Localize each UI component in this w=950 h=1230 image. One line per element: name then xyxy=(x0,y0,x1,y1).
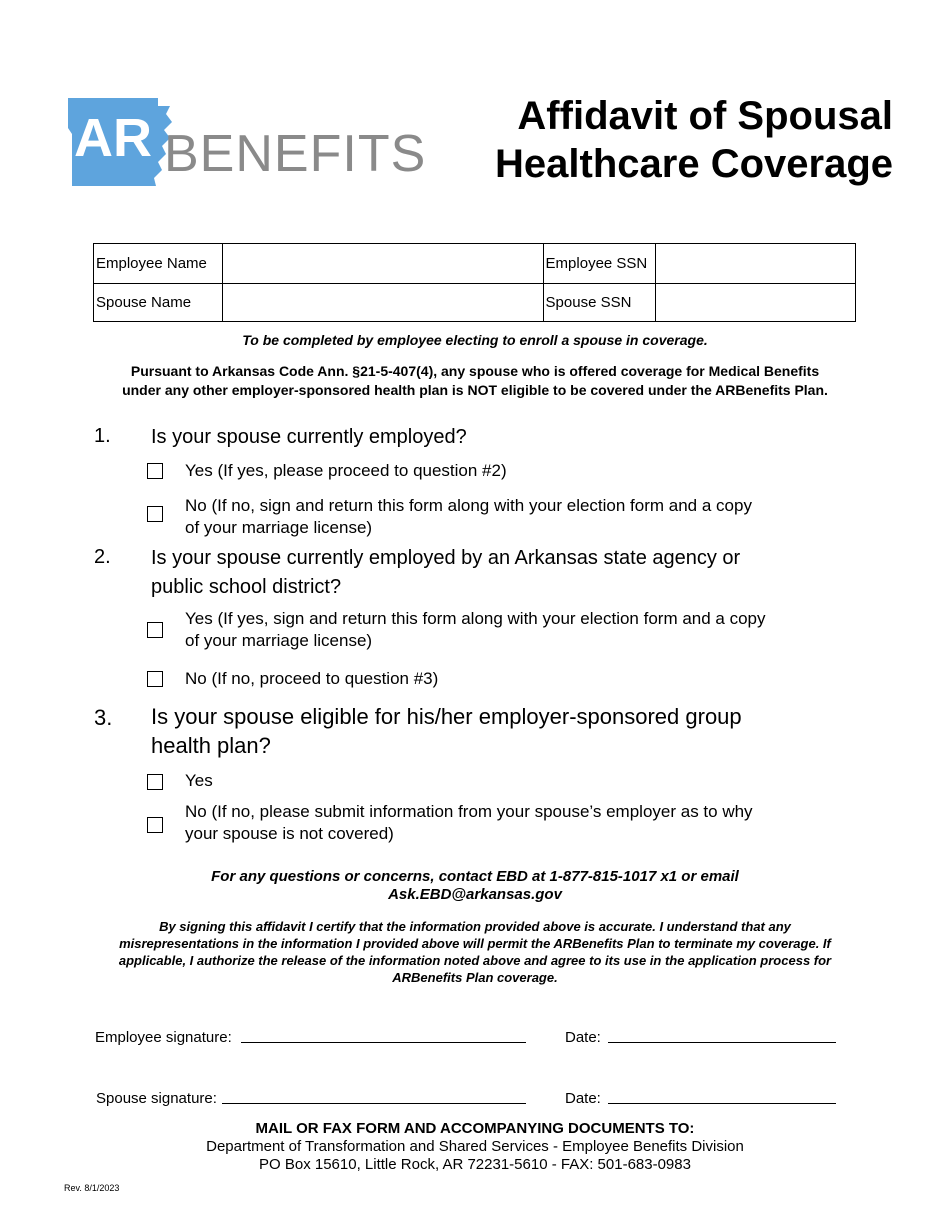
logo-ar-text: AR xyxy=(74,108,152,168)
q1-yes-line-1: Yes (If yes, please proceed to question #2) xyxy=(185,461,507,480)
employee-date-label: Date: xyxy=(565,1029,601,1046)
contact-info xyxy=(150,868,800,904)
certification-line-4: ARBenefits Plan coverage. xyxy=(392,970,558,985)
spouse-signature-line[interactable] xyxy=(222,1103,526,1104)
title-line-2: Healthcare Coverage xyxy=(495,142,893,186)
revision-date: Rev. 8/1/2023 xyxy=(64,1183,120,1193)
question-2-number: 2. xyxy=(94,546,111,568)
mail-department: Department of Transformation and Shared Services - Employee Benefits Division xyxy=(206,1138,744,1155)
q2-yes-label xyxy=(185,608,766,652)
q3-yes-checkbox[interactable] xyxy=(147,774,163,790)
question-3-number: 3. xyxy=(94,705,113,730)
q2-yes-line-2: of your marriage license) xyxy=(185,631,373,650)
q1-yes-label xyxy=(185,460,507,482)
certification-line-3: applicable, I authorize the release of the information noted above and agree to its use in the application process for xyxy=(118,953,832,968)
mail-address: PO Box 15610, Little Rock, AR 72231-5610 - FAX: 501-683-0983 xyxy=(259,1156,691,1173)
spouse-signature-label: Spouse signature: xyxy=(96,1090,217,1107)
page-title xyxy=(495,92,893,188)
question-3-line-1: Is your spouse eligible for his/her employer-sponsored group xyxy=(151,704,742,729)
q1-yes-checkbox[interactable] xyxy=(147,463,163,479)
certification-line-2: misrepresentations in the information I provided above will permit the ARBenefits Plan to terminate my coverage. If xyxy=(119,936,831,951)
question-3-text xyxy=(151,702,742,760)
q2-no-label xyxy=(185,668,438,690)
employee-date-line[interactable] xyxy=(608,1042,836,1043)
contact-email: Ask.EBD@arkansas.gov xyxy=(388,886,562,903)
pursuant-notice xyxy=(0,362,950,400)
q2-no-line-1: No (If no, proceed to question #3) xyxy=(185,669,439,688)
question-3-line-2: health plan? xyxy=(151,733,271,758)
q3-no-line-2: your spouse is not covered) xyxy=(185,824,394,843)
spouse-name-field[interactable] xyxy=(222,284,543,322)
q3-no-line-1: No (If no, please submit information from your spouse’s employer as to why xyxy=(185,802,753,821)
q3-yes-label xyxy=(185,770,213,792)
q2-yes-line-1: Yes (If yes, sign and return this form along with your election form and a copy xyxy=(185,609,766,628)
q3-no-label xyxy=(185,801,753,845)
logo-benefits-text: BENEFITS xyxy=(164,125,427,183)
spouse-name-label: Spouse Name xyxy=(94,284,223,322)
pursuant-line-1: Pursuant to Arkansas Code Ann. §21-5-407(4), any spouse who is offered coverage for Medical Benefits xyxy=(130,363,820,379)
certification-statement xyxy=(84,918,866,986)
mailing-instructions xyxy=(0,1120,950,1174)
contact-line-1: For any questions or concerns, contact EBD at 1-877-815-1017 x1 or email xyxy=(211,868,739,885)
employee-name-label: Employee Name xyxy=(94,244,223,284)
q1-no-checkbox[interactable] xyxy=(147,506,163,522)
employee-ssn-label: Employee SSN xyxy=(543,244,656,284)
question-2-line-2: public school district? xyxy=(151,576,342,598)
certification-line-1: By signing this affidavit I certify that the information provided above is accurate. I understand that any xyxy=(159,919,791,934)
employee-spouse-info-table xyxy=(93,243,856,322)
mail-heading: MAIL OR FAX FORM AND ACCOMPANYING DOCUMENTS TO: xyxy=(255,1120,695,1137)
q1-no-line-1: No (If no, sign and return this form along with your election form and a copy xyxy=(185,496,752,515)
question-2-line-1: Is your spouse currently employed by an Arkansas state agency or xyxy=(151,547,741,569)
question-1-text xyxy=(151,423,467,452)
q1-no-line-2: of your marriage license) xyxy=(185,518,373,537)
employee-ssn-field[interactable] xyxy=(656,244,856,284)
q2-no-checkbox[interactable] xyxy=(147,671,163,687)
question-2-text xyxy=(151,544,740,602)
spouse-ssn-label: Spouse SSN xyxy=(543,284,656,322)
pursuant-line-2: under any other employer-sponsored health plan is NOT eligible to be covered under the ARBenefits Plan. xyxy=(122,382,828,398)
spouse-date-line[interactable] xyxy=(608,1103,836,1104)
question-1-number: 1. xyxy=(94,425,111,447)
employee-signature-label: Employee signature: xyxy=(95,1029,232,1046)
q3-yes-line-1: Yes xyxy=(185,771,213,790)
title-line-1: Affidavit of Spousal xyxy=(517,94,893,138)
instruction-note: To be completed by employee electing to enroll a spouse in coverage. xyxy=(242,332,708,348)
q2-yes-checkbox[interactable] xyxy=(147,622,163,638)
q3-no-checkbox[interactable] xyxy=(147,817,163,833)
employee-name-field[interactable] xyxy=(222,244,543,284)
q1-no-label xyxy=(185,495,752,539)
spouse-ssn-field[interactable] xyxy=(656,284,856,322)
employee-signature-line[interactable] xyxy=(241,1042,526,1043)
spouse-date-label: Date: xyxy=(565,1090,601,1107)
question-1-line-1: Is your spouse currently employed? xyxy=(151,426,467,448)
